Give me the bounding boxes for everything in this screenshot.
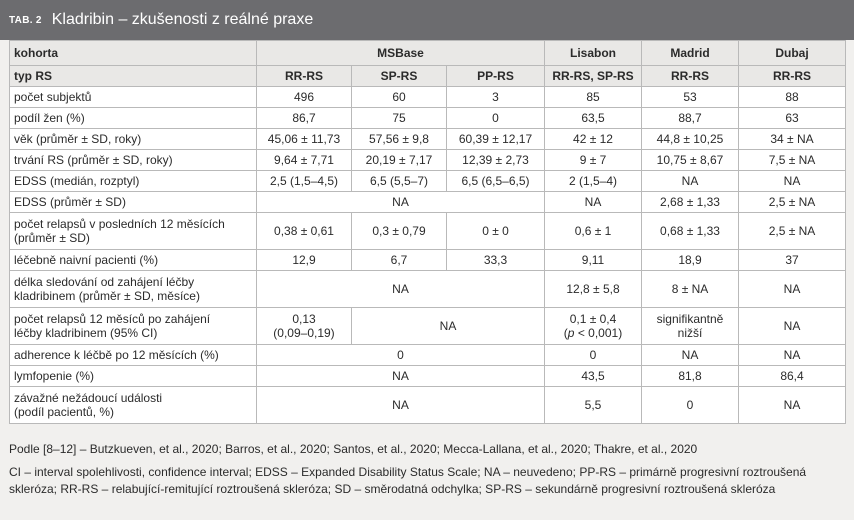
table-header-bar [0,0,854,40]
row-label-line: závažné nežádoucí události [14,391,163,405]
cell: 86,7 [257,108,352,129]
header-row-type [10,66,846,87]
cell: 44,8 ± 10,25 [642,129,739,150]
row-label: EDSS (medián, rozptyl) [10,171,257,192]
header-type: PP-RS [447,66,545,87]
data-table [9,40,846,424]
cell: 2,5 (1,5–4,5) [257,171,352,192]
cell: NA [739,271,846,308]
cell: 37 [739,250,846,271]
row-label-line: počet relapsů v posledních 12 měsících [14,217,225,231]
cell: 0,68 ± 1,33 [642,213,739,250]
cell: 7,5 ± NA [739,150,846,171]
cell: 0 ± 0 [447,213,545,250]
cell: 6,5 (5,5–7) [352,171,447,192]
sources-note: Podle [8–12] – Butzkueven, et al., 2020; Barros, et al., 2020; Santos, et al., 2020; Mecca-Lallana, et al., 2020; Thakre, et al., 2020 [9,442,698,456]
table-row [10,171,846,192]
cell: 12,39 ± 2,73 [447,150,545,171]
cell-line: 0,13 [292,312,316,326]
cell: 496 [257,87,352,108]
cell: NA [642,171,739,192]
cell: 75 [352,108,447,129]
table-row [10,387,846,424]
cell: 6,7 [352,250,447,271]
cell: 20,19 ± 7,17 [352,150,447,171]
cell [257,308,352,345]
cell: 2,5 ± NA [739,192,846,213]
cell: 6,5 (6,5–6,5) [447,171,545,192]
cell: 12,8 ± 5,8 [545,271,642,308]
cell: 57,56 ± 9,8 [352,129,447,150]
table-row [10,250,846,271]
header-msbase: MSBase [257,41,545,66]
cell: 63,5 [545,108,642,129]
cell: 9,11 [545,250,642,271]
cell-line: ( [563,326,568,340]
cell: 81,8 [642,366,739,387]
cell: 45,06 ± 11,73 [257,129,352,150]
cell: 9,64 ± 7,71 [257,150,352,171]
header-type-label: typ RS [10,66,257,87]
abbreviations-note [9,464,845,498]
cell: NA [739,387,846,424]
row-label [10,213,257,250]
cell-msbase: NA [257,366,545,387]
cell: 0,3 ± 0,79 [352,213,447,250]
cell: 10,75 ± 8,67 [642,150,739,171]
cell-line: 0,1 ± 0,4 [569,312,617,326]
table-title: Kladribin – zkušenosti z reálné praxe [51,11,314,28]
cell: 63 [739,108,846,129]
row-label [10,271,257,308]
cell: 12,9 [257,250,352,271]
abbreviations-line: skleróza; RR-RS – relabující-remitující roztroušená skleróza; SD – směrodatná odchylka; SP-RS – sekundárně progresivní roztroušená skleróza [9,482,776,496]
cell: 53 [642,87,739,108]
table-row [10,150,846,171]
cell: NA [739,308,846,345]
table-row [10,192,846,213]
row-label-line: (průměr ± SD) [14,231,90,245]
table-row [10,129,846,150]
header-dubaj: Dubaj [739,41,846,66]
cell-sp-pp: NA [352,308,545,345]
cell [545,308,642,345]
cell: 8 ± NA [642,271,739,308]
row-label-line: počet relapsů 12 měsíců po zahájení [14,312,211,326]
cell: 88 [739,87,846,108]
cell-line: signifikantně [656,312,724,326]
cell: 60 [352,87,447,108]
cell-line: nižší [677,326,703,340]
cell: 42 ± 12 [545,129,642,150]
header-lisabon: Lisabon [545,41,642,66]
cell: 86,4 [739,366,846,387]
cell: 9 ± 7 [545,150,642,171]
row-label-line: délka sledování od zahájení léčby [14,275,195,289]
cell: 43,5 [545,366,642,387]
header-row-cohort [10,41,846,66]
cell: 0 [545,345,642,366]
cell: NA [739,171,846,192]
cell: 2,5 ± NA [739,213,846,250]
row-label: léčebně naivní pacienti (%) [10,250,257,271]
cell: 2,68 ± 1,33 [642,192,739,213]
row-label [10,387,257,424]
cell-msbase: NA [257,192,545,213]
row-label: trvání RS (průměr ± SD, roky) [10,150,257,171]
table-row [10,366,846,387]
header-type: RR-RS [257,66,352,87]
row-label: adherence k léčbě po 12 měsících (%) [10,345,257,366]
cell: 2 (1,5–4) [545,171,642,192]
header-type: RR-RS [739,66,846,87]
table-row [10,345,846,366]
table-row [10,108,846,129]
row-label: věk (průměr ± SD, roky) [10,129,257,150]
cell [642,308,739,345]
row-label-line: kladribinem (průměr ± SD, měsíce) [14,289,200,303]
cell-line: (0,09–0,19) [273,326,335,340]
cell-line: < 0,001) [574,326,623,340]
cell: NA [545,192,642,213]
cell: 0,6 ± 1 [545,213,642,250]
cell: 33,3 [447,250,545,271]
cell: 3 [447,87,545,108]
header-madrid: Madrid [642,41,739,66]
table-row [10,87,846,108]
table-row [10,308,846,345]
cell: NA [739,345,846,366]
row-label: podíl žen (%) [10,108,257,129]
cell-msbase: 0 [257,345,545,366]
header-type: SP-RS [352,66,447,87]
cell: 18,9 [642,250,739,271]
cell: NA [642,345,739,366]
cell: 88,7 [642,108,739,129]
header-type: RR-RS [642,66,739,87]
row-label [10,308,257,345]
cell: 0 [447,108,545,129]
header-type: RR-RS, SP-RS [545,66,642,87]
cell: 85 [545,87,642,108]
row-label-line: léčby kladribinem (95% CI) [14,326,158,340]
row-label: lymfopenie (%) [10,366,257,387]
row-label: EDSS (průměr ± SD) [10,192,257,213]
cell: 34 ± NA [739,129,846,150]
row-label: počet subjektů [10,87,257,108]
row-label-line: (podíl pacientů, %) [14,405,115,419]
cell: 0 [642,387,739,424]
table-row [10,213,846,250]
cell-msbase: NA [257,271,545,308]
header-cohort-label: kohorta [10,41,257,66]
cell-msbase: NA [257,387,545,424]
table-number: TAB. 2 [9,14,42,26]
table-row [10,271,846,308]
cell: 60,39 ± 12,17 [447,129,545,150]
cell: 0,38 ± 0,61 [257,213,352,250]
cell: 5,5 [545,387,642,424]
abbreviations-line: CI – interval spolehlivosti, confidence interval; EDSS – Expanded Disability Status Scale; NA – neuvedeno; PP-RS – primárně progresivní roztroušená [9,465,807,479]
p-value-symbol: p [567,326,575,340]
